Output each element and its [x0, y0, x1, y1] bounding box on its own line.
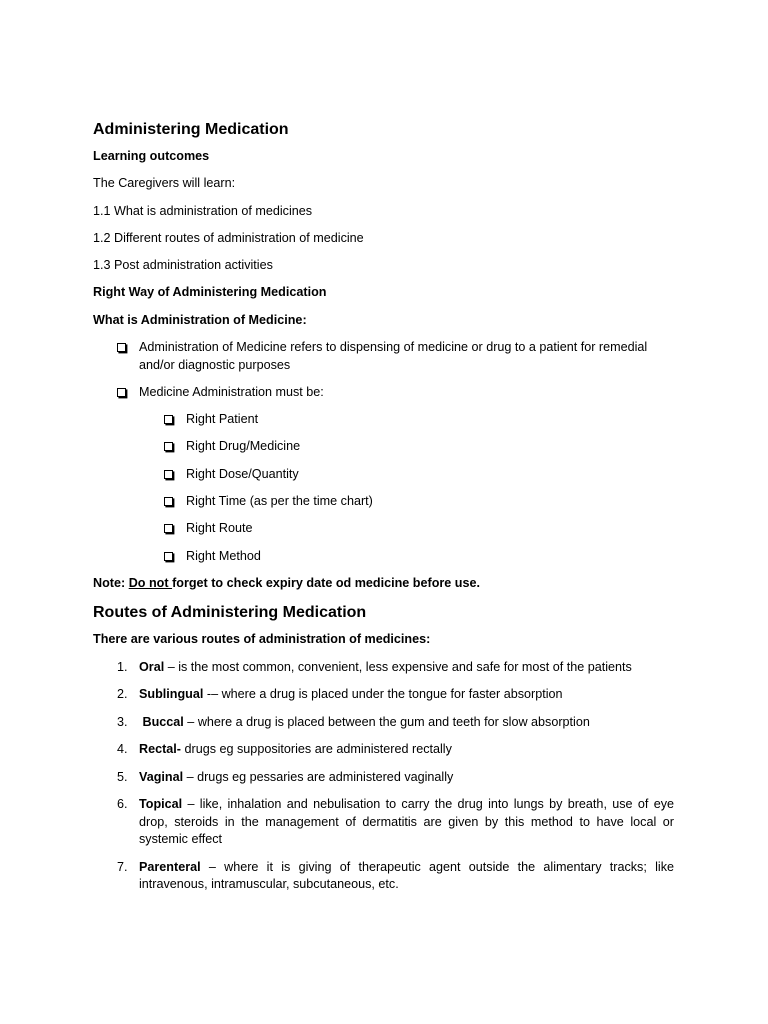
list-item: [93, 548, 674, 566]
administration-bullets: [93, 339, 674, 401]
route-desc: – where it is giving of therapeutic agent outside the alimentary tracks; like intravenous, intramuscular, subcutaneous, etc.: [139, 859, 674, 892]
note-emphasis: Do not: [128, 575, 173, 590]
item-number: 5.: [117, 769, 128, 784]
list-item: [93, 438, 674, 456]
right-item: Right Patient: [186, 412, 259, 427]
list-item: [93, 796, 674, 849]
routes-intro: There are various routes of administration of medicines:: [93, 632, 431, 647]
list-item: [93, 520, 674, 538]
route-term: Parenteral: [139, 859, 201, 874]
route-desc: – like, inhalation and nebulisation to carry the drug into lungs by breath, use of eye drop, steroids in the management of dermatitis are given by this method to have local or systemic effect: [139, 797, 674, 847]
list-item: [93, 411, 674, 429]
learning-outcomes-intro: The Caregivers will learn:: [93, 176, 236, 191]
list-item: [93, 769, 674, 787]
what-is-administration-heading: What is Administration of Medicine:: [93, 312, 307, 327]
route-term: Sublingual: [139, 687, 204, 702]
checkbox-bullet-icon: [164, 552, 173, 561]
route-term: Oral: [139, 659, 165, 674]
right-way-heading: Right Way of Administering Medication: [93, 285, 327, 300]
route-desc: -– where a drug is placed under the tongue for faster absorption: [203, 687, 563, 702]
checkbox-bullet-icon: [117, 343, 126, 352]
bullet-text: Administration of Medicine refers to dispensing of medicine or drug to a patient for remedial and/or diagnostic purposes: [139, 340, 648, 372]
checkbox-bullet-icon: [164, 497, 173, 506]
right-item: Right Drug/Medicine: [186, 439, 301, 454]
outcome-item: 1.2 Different routes of administration of medicine: [93, 230, 364, 245]
rights-list: [93, 411, 674, 565]
right-item: Right Dose/Quantity: [186, 466, 299, 481]
checkbox-bullet-icon: [164, 415, 173, 424]
route-term: Topical: [139, 797, 183, 812]
route-desc: drugs eg suppositories are administered rectally: [181, 742, 452, 757]
note-text: forget to check expiry date od medicine before use.: [172, 575, 480, 590]
document-body: [93, 119, 674, 904]
list-item: [93, 686, 674, 704]
item-number: 1.: [117, 659, 128, 674]
page-title: Administering Medication: [93, 121, 289, 138]
item-number: 2.: [117, 687, 128, 702]
item-number: 3.: [117, 714, 128, 729]
checkbox-bullet-icon: [117, 388, 126, 397]
learning-outcomes-heading: Learning outcomes: [93, 149, 210, 163]
list-item: [93, 466, 674, 484]
list-item: [93, 859, 674, 894]
route-term: Vaginal: [139, 769, 184, 784]
list-item: [93, 493, 674, 511]
route-desc: – drugs eg pessaries are administered vaginally: [183, 769, 454, 784]
item-number: 6.: [117, 797, 128, 812]
routes-list: [93, 659, 674, 894]
checkbox-bullet-icon: [164, 470, 173, 479]
checkbox-bullet-icon: [164, 442, 173, 451]
route-desc: – is the most common, convenient, less expensive and safe for most of the patients: [164, 659, 632, 674]
right-item: Right Route: [186, 521, 253, 536]
list-item: [93, 714, 674, 732]
route-term: Buccal: [139, 714, 184, 729]
note-label: Note:: [93, 575, 126, 590]
list-item: [93, 384, 674, 402]
outcome-item: 1.3 Post administration activities: [93, 258, 273, 273]
item-number: 4.: [117, 742, 128, 757]
routes-heading: Routes of Administering Medication: [93, 604, 367, 622]
route-term: Rectal-: [139, 742, 181, 757]
list-item: [93, 741, 674, 759]
checkbox-bullet-icon: [164, 524, 173, 533]
list-item: [93, 659, 674, 677]
list-item: [93, 339, 674, 374]
note: [93, 575, 674, 593]
bullet-text: Medicine Administration must be:: [139, 384, 324, 399]
route-desc: – where a drug is placed between the gum and teeth for slow absorption: [183, 714, 590, 729]
item-number: 7.: [117, 859, 128, 874]
right-item: Right Method: [186, 548, 261, 563]
right-item: Right Time (as per the time chart): [186, 494, 373, 509]
outcome-item: 1.1 What is administration of medicines: [93, 203, 313, 218]
